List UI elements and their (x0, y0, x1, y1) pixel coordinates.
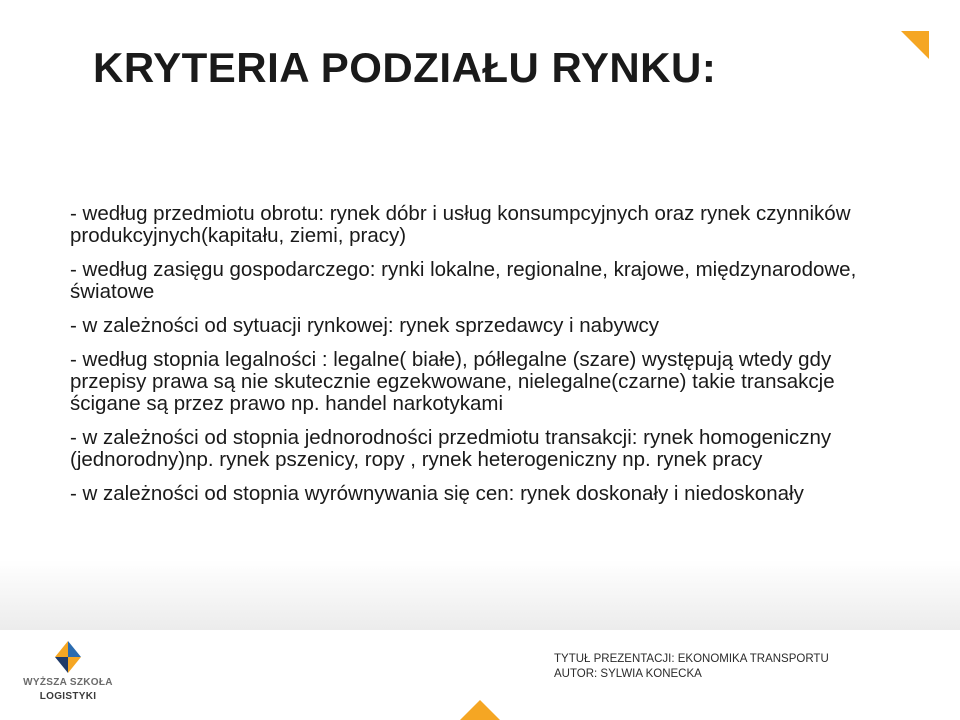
presentation-title-text: TYTUŁ PREZENTACJI: EKONOMIKA TRANSPORTU (554, 653, 829, 665)
criterion-item: - według przedmiotu obrotu: rynek dóbr i usług konsumpcyjnych oraz rynek czynników produkcyjnych(kapitału, ziemi, pracy) (70, 202, 851, 247)
author-text: AUTOR: SYLWIA KONECKA (554, 668, 702, 680)
criterion-item: - w zależności od stopnia wyrównywania się cen: rynek doskonały i niedoskonały (70, 482, 804, 505)
bottom-gradient (0, 560, 960, 630)
criterion-item: - według stopnia legalności : legalne( białe), półlegalne (szare) występują wtedy gdy przepisy prawa są nie skutecznie egzekwowane, nielegalne(czarne) takie transakcje ścigane są przez prawo np. handel narkotykami (70, 348, 835, 415)
criterion-item: - w zależności od stopnia jednorodności przedmiotu transakcji: rynek homogeniczny (jednorodny)np. rynek pszenicy, ropy , rynek heterogeniczny np. rynek pracy (70, 426, 832, 471)
slide-title: KRYTERIA PODZIAŁU RYNKU: (93, 44, 717, 91)
criteria-list (70, 203, 880, 517)
school-logo (18, 640, 118, 710)
orange-corner-triangle-icon (901, 31, 929, 59)
orange-bottom-triangle-icon (460, 700, 500, 720)
criterion-item: - w zależności od sytuacji rynkowej: rynek sprzedawcy i nabywcy (70, 314, 660, 337)
criterion-item: - według zasięgu gospodarczego: rynki lokalne, regionalne, krajowe, międzynarodowe, światowe (70, 258, 857, 303)
school-logo-icon (51, 640, 85, 674)
logo-text-line1: WYŻSZA SZKOŁA (23, 677, 113, 688)
logo-text-line2: LOGISTYKI (39, 691, 97, 702)
presentation-meta (554, 652, 829, 682)
